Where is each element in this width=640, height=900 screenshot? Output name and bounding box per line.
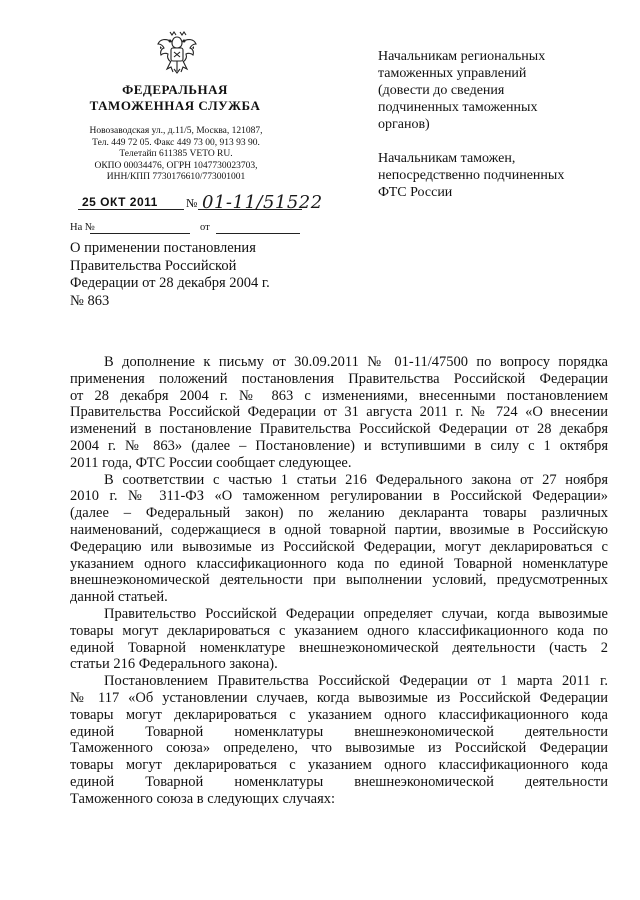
- body-line: № 117 «Об установлении случаев, когда вывозимые из Российской Федерации: [70, 689, 608, 706]
- body-line: товары могут декларироваться с указанием одного классификационного кода: [70, 706, 608, 723]
- letter-body: [70, 354, 608, 808]
- reference-number-label: На №: [70, 222, 95, 233]
- addressee-line: таможенных управлений: [378, 66, 527, 81]
- date-underline: [78, 209, 184, 210]
- registration-date-stamp: 25 ОКТ 2011: [82, 195, 158, 209]
- addressee-line: Начальникам таможен,: [378, 151, 516, 166]
- reference-number-blank: [90, 233, 190, 234]
- addressee-line: органов): [378, 117, 430, 132]
- body-paragraph: [70, 472, 608, 606]
- letter-subject: [70, 240, 320, 310]
- subject-line: О применении постановления: [70, 240, 256, 256]
- contact-details: [70, 126, 282, 184]
- body-line: наименований, содержащиеся в одной товарной партии, ввозимые в Российскую: [70, 521, 608, 538]
- body-line: товары могут декларироваться с указанием одного классификационного кода по: [70, 622, 608, 639]
- body-line: Правительства Российской Федерации от 31 августа 2011 г. № 724 «О внесении: [70, 404, 608, 421]
- body-paragraph: [70, 354, 608, 472]
- contact-line: ОКПО 00034476, ОГРН 1047730023703,: [94, 160, 258, 171]
- russian-coat-of-arms-icon: [156, 28, 198, 78]
- registration-line: [70, 192, 323, 214]
- number-sign: №: [186, 196, 198, 210]
- body-line: статьи 216 Федерального закона).: [70, 656, 278, 673]
- reference-date-blank: [216, 233, 300, 234]
- contact-line: ИНН/КПП 7730176610/773001001: [106, 172, 246, 182]
- body-line: В дополнение к письму от 30.09.2011 № 01-11/47500 по вопросу порядка: [104, 354, 608, 370]
- addressee-line: Начальникам региональных: [378, 49, 546, 64]
- contact-line: Телетайп 611385 VETO RU.: [119, 149, 233, 159]
- reference-from-label: от: [200, 222, 210, 233]
- body-line: Таможенного союза в следующих случаях:: [70, 790, 336, 807]
- addressee-customs: [378, 150, 564, 201]
- body-line: товары могут декларироваться с указанием одного классификационного кода: [70, 757, 608, 774]
- addressee-line: подчиненных таможенных: [378, 100, 538, 115]
- body-line: (далее – Федеральный закон) по желанию декларанта товары различных: [70, 505, 608, 522]
- subject-line: Правительства Российской: [70, 257, 237, 274]
- contact-line: Тел. 449 72 05. Факс 449 73 00, 913 93 90.: [92, 137, 260, 148]
- addressee-line: ФТС России: [378, 185, 453, 200]
- body-line: от 28 декабря 2004 г. № 863 с изменениями, внесенными постановлением: [70, 387, 608, 404]
- contact-line: Новозаводская ул., д.11/5, Москва, 121087,: [89, 126, 263, 136]
- body-line: единой Товарной номенклатуры внешнеэкономической деятельности: [70, 773, 608, 790]
- body-line: единой Товарной номенклатуре внешнеэкономической деятельности (часть 2: [70, 639, 608, 656]
- body-paragraph: [70, 673, 608, 807]
- addressee-line: непосредственно подчиненных: [378, 168, 565, 183]
- body-line: В соответствии с частью 1 статьи 216 Федерального закона от 27 ноября: [104, 471, 608, 488]
- body-line: единой Товарной номенклатуры внешнеэкономической деятельности: [70, 723, 608, 740]
- body-line: Правительство Российской Федерации определяет случаи, когда вывозимые: [104, 605, 608, 622]
- addressee-regional: [378, 48, 545, 133]
- organization-name: [70, 82, 280, 114]
- body-line: 2010 г. № 311-ФЗ «О таможенном регулировании в Российской Федерации»: [70, 488, 608, 505]
- body-line: Постановлением Правительства Российской Федерации от 1 марта 2011 г.: [104, 673, 608, 690]
- body-line: 2004 г. № 863» (далее – Постановление) и вступившими в силу с 1 октября: [70, 437, 608, 454]
- addressee-line: (довести до сведения: [378, 83, 505, 98]
- body-line: изменений в постановление Правительства Российской Федерации от 28 декабря: [70, 421, 608, 438]
- body-line: применения положений постановления Правительства Российской Федерации: [70, 370, 608, 387]
- body-line: 2011 года, ФТС России сообщает следующее.: [70, 454, 352, 471]
- body-line: данной статьей.: [70, 589, 168, 606]
- reference-line: [70, 222, 302, 238]
- subject-line: № 863: [70, 292, 110, 309]
- org-line: ТАМОЖЕННАЯ СЛУЖБА: [89, 98, 261, 113]
- body-line: внешнеэкономической деятельности при выполнении условий, предусмотренных: [70, 572, 608, 589]
- body-paragraph: [70, 606, 608, 673]
- org-line: ФЕДЕРАЛЬНАЯ: [122, 82, 228, 97]
- body-line: Таможенного союза» определено, что вывозимые из Российской Федерации: [70, 740, 608, 757]
- body-line: указанием одного классификационного кода по единой Товарной номенклатуре: [70, 555, 608, 572]
- subject-line: Федерации от 28 декабря 2004 г.: [70, 275, 270, 291]
- body-line: Федерацию или вывозимые из Российской Федерации, могут декларироваться с: [70, 538, 608, 555]
- registration-number-handwritten: 01-11/51522: [202, 192, 323, 213]
